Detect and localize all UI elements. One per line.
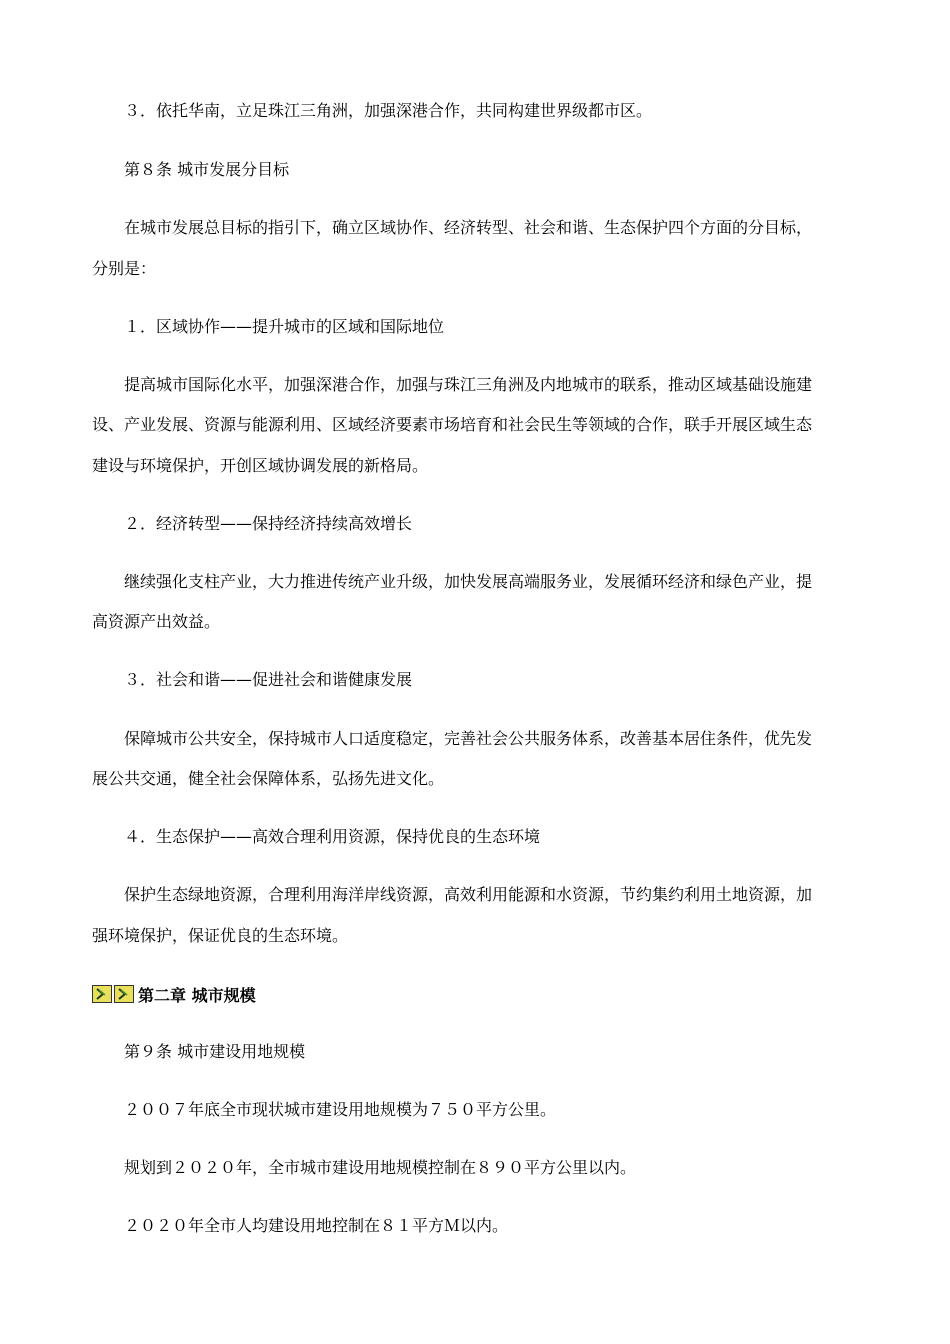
- article-8-title: 第８条 城市发展分目标: [124, 160, 290, 179]
- paragraph-intro-line-1: 在城市发展总目标的指引下，确立区域协作、经济转型、社会和谐、生态保护四个方面的分目标，: [124, 218, 813, 237]
- subgoal-4-body-line-1: 保护生态绿地资源，合理利用海洋岸线资源，高效利用能源和水资源，节约集约利用土地资源，加: [124, 885, 813, 904]
- subgoal-4-title: ４．生态保护——高效合理利用资源，保持优良的生态环境: [124, 827, 541, 846]
- subgoal-3-title: ３．社会和谐——促进社会和谐健康发展: [124, 670, 413, 689]
- chapter-2-heading: [92, 982, 256, 1006]
- land-scale-2007: ２００７年底全市现状城市建设用地规模为７５０平方公里。: [124, 1100, 557, 1119]
- subgoal-2-body-line-2: 高资源产出效益。: [92, 612, 221, 631]
- per-capita-land-2020: ２０２０年全市人均建设用地控制在８１平方Ｍ以内。: [124, 1216, 509, 1235]
- chapter-title: 第二章 城市规模: [138, 985, 256, 1005]
- article-9-title: 第９条 城市建设用地规模: [124, 1042, 306, 1061]
- subgoal-1-body-line-2: 设、产业发展、资源与能源利用、区域经济要素市场培育和社会民生等领域的合作，联手开展区域生态: [92, 415, 813, 434]
- subgoal-1-body-line-1: 提高城市国际化水平，加强深港合作，加强与珠江三角洲及内地城市的联系，推动区域基础设施建: [124, 375, 813, 394]
- subgoal-2-title: ２．经济转型——保持经济持续高效增长: [124, 514, 413, 533]
- subgoal-2-body-line-1: 继续强化支柱产业，大力推进传统产业升级，加快发展高端服务业，发展循环经济和绿色产业，提: [124, 572, 813, 591]
- paragraph-intro-line-2: 分别是：: [92, 259, 157, 278]
- subgoal-3-body-line-2: 展公共交通，健全社会保障体系，弘扬先进文化。: [92, 769, 445, 788]
- subgoal-1-body-line-3: 建设与环境保护，开创区域协调发展的新格局。: [92, 456, 429, 475]
- subgoal-1-title: １．区域协作——提升城市的区域和国际地位: [124, 317, 445, 336]
- double-arrow-bullet-icon: [114, 985, 134, 1003]
- land-scale-2020-plan: 规划到２０２０年，全市城市建设用地规模控制在８９０平方公里以内。: [124, 1158, 637, 1177]
- double-arrow-bullet-icon: [92, 985, 112, 1003]
- paragraph-goal-3: ３．依托华南，立足珠江三角洲，加强深港合作，共同构建世界级都市区。: [124, 101, 653, 120]
- subgoal-4-body-line-2: 强环境保护，保证优良的生态环境。: [92, 926, 349, 945]
- subgoal-3-body-line-1: 保障城市公共安全，保持城市人口适度稳定，完善社会公共服务体系，改善基本居住条件，优先发: [124, 729, 813, 748]
